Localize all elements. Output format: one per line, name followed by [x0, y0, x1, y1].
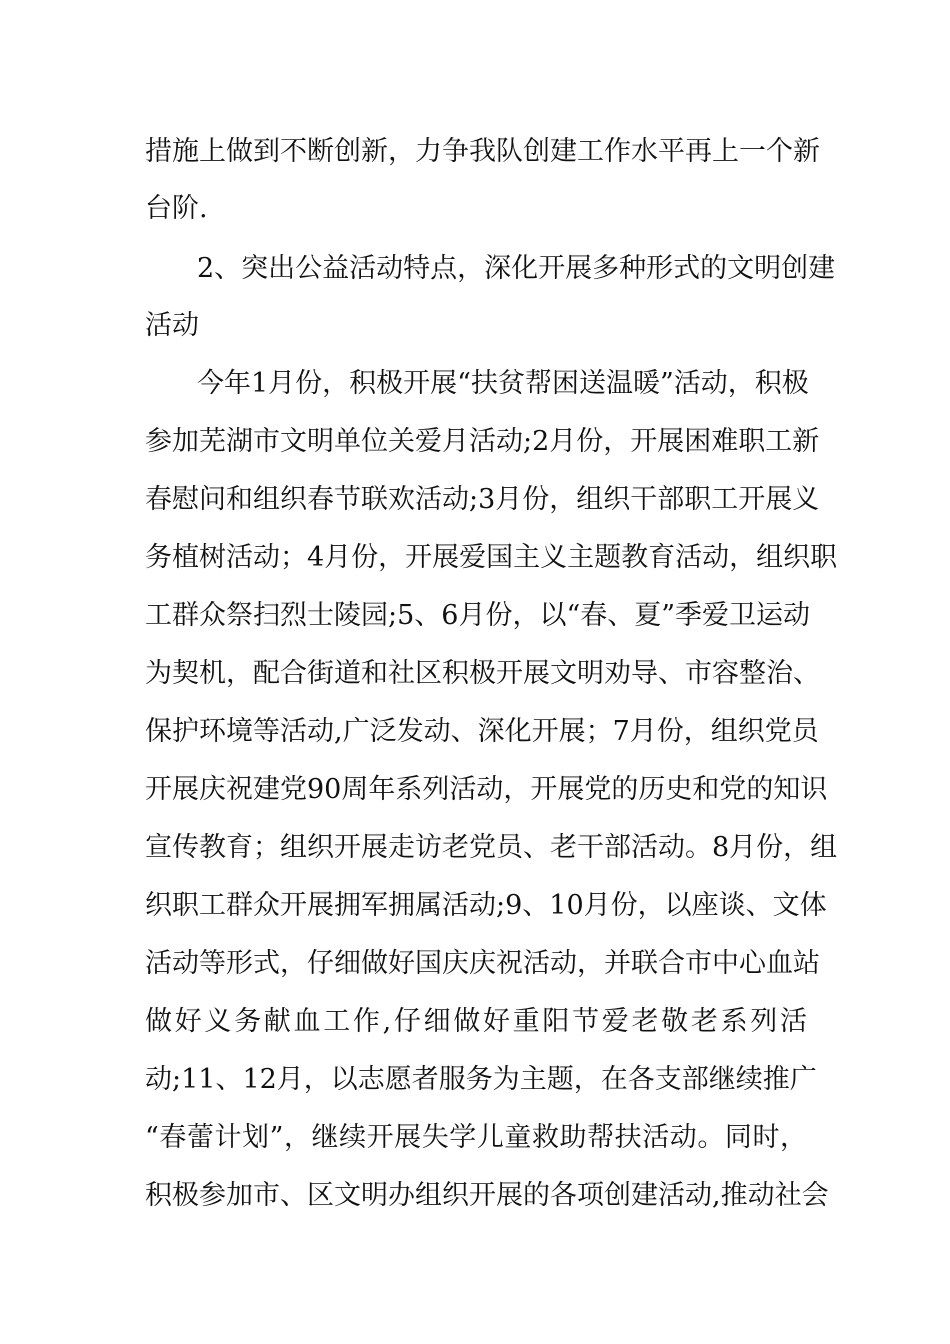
section-heading-line: 活动	[145, 310, 199, 341]
text-line: 工群众祭扫烈士陵园;5、6月份，以“春、夏”季爱卫运动	[145, 600, 811, 631]
text-line: 今年1月份，积极开展“扶贫帮困送温暖”活动，积极	[197, 368, 809, 399]
text-line: “春蕾计划”，继续开展失学儿童救助帮扶活动。同时，	[145, 1122, 807, 1153]
section-heading-line: 2、突出公益活动特点，深化开展多种形式的文明创建	[197, 253, 836, 284]
text-line: 宣传教育；组织开展走访老党员、老干部活动。8月份，组	[145, 832, 838, 863]
text-line: 活动等形式，仔细做好国庆庆祝活动，并联合市中心血站	[145, 948, 820, 979]
text-line: 保护环境等活动,广泛发动、深化开展；7月份，组织党员	[145, 716, 819, 747]
text-line: 措施上做到不断创新，力争我队创建工作水平再上一个新	[145, 136, 820, 167]
text-line: 动;11、12月，以志愿者服务为主题，在各支部继续推广	[145, 1064, 817, 1095]
text-line: 为契机，配合街道和社区积极开展文明劝导、市容整治、	[145, 658, 820, 689]
text-line: 务植树活动；4月份，开展爱国主义主题教育活动，组织职	[145, 542, 838, 573]
text-line: 做好义务献血工作,仔细做好重阳节爱老敬老系列活	[145, 1006, 807, 1037]
text-line: 台阶.	[145, 193, 208, 224]
text-line: 春慰问和组织春节联欢活动;3月份，组织干部职工开展义	[145, 484, 820, 515]
text-line: 织职工群众开展拥军拥属活动;9、10月份，以座谈、文体	[145, 890, 827, 921]
text-line: 积极参加市、区文明办组织开展的各项创建活动,推动社会	[145, 1180, 829, 1211]
text-line: 开展庆祝建党90周年系列活动，开展党的历史和党的知识	[145, 774, 828, 805]
text-line: 参加芜湖市文明单位关爱月活动;2月份，开展困难职工新	[145, 426, 820, 457]
